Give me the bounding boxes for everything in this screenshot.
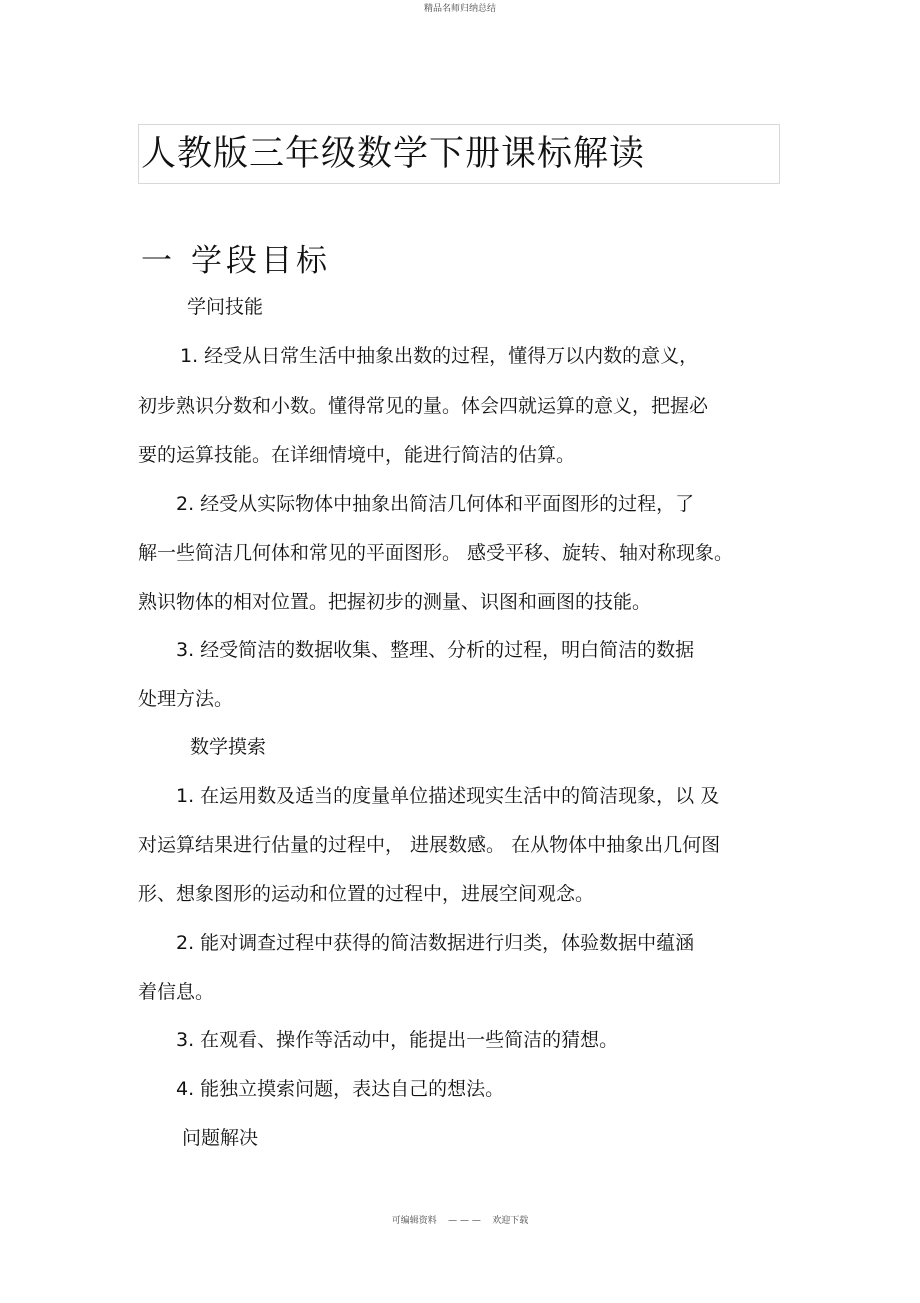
paragraph-line: 2. 经受从实际物体中抽象出简洁几何体和平面图形的过程，了 xyxy=(176,493,695,515)
section-heading xyxy=(141,238,331,284)
paragraph-line: 处理方法。 xyxy=(138,688,234,710)
paragraph-line: 4. 能独立摸索问题，表达自己的想法。 xyxy=(176,1078,505,1100)
paragraph-line: 解一些简洁几何体和常见的平面图形。 感受平移、旋转、轴对称现象。 xyxy=(138,542,734,564)
paragraph-line: 对运算结果进行估量的过程中， 进展数感。 在从物体中抽象出几何图 xyxy=(138,834,721,856)
paragraph-line: 1. 经受从日常生活中抽象出数的过程，懂得万以内数的意义， xyxy=(180,345,699,367)
section-title: 学段目标 xyxy=(191,243,331,279)
paragraph-line: 形、想象图形的运动和位置的过程中，进展空间观念。 xyxy=(138,883,595,905)
page-footer-note: 可编辑资料 — — — 欢迎下载 xyxy=(391,1216,529,1226)
subsection-heading: 问题解决 xyxy=(182,1127,259,1149)
paragraph-line: 3. 经受简洁的数据收集、整理、分析的过程，明白简洁的数据 xyxy=(176,639,695,661)
page-header-note: 精品名师归纳总结 xyxy=(423,4,496,14)
title-box xyxy=(138,124,780,184)
paragraph-line: 熟识物体的相对位置。把握初步的测量、识图和画图的技能。 xyxy=(138,591,652,613)
paragraph-line: 初步熟识分数和小数。懂得常见的量。体会四就运算的意义，把握必 xyxy=(138,395,709,417)
paragraph-line: 1. 在运用数及适当的度量单位描述现实生活中的简洁现象，以 及 xyxy=(176,785,720,807)
section-number: 一 xyxy=(141,243,176,279)
paragraph-line: 3. 在观看、操作等活动中，能提出一些简洁的猜想。 xyxy=(176,1029,619,1051)
paragraph-line: 要的运算技能。在详细情境中，能进行简洁的估算。 xyxy=(138,444,576,466)
paragraph-line: 2. 能对调查过程中获得的简洁数据进行归类，体验数据中蕴涵 xyxy=(176,932,695,954)
paragraph-line: 着信息。 xyxy=(138,981,215,1003)
document-title: 人教版三年级数学下册课标解读 xyxy=(141,134,646,174)
subsection-heading: 学问技能 xyxy=(187,296,264,318)
subsection-heading: 数学摸索 xyxy=(190,736,267,758)
